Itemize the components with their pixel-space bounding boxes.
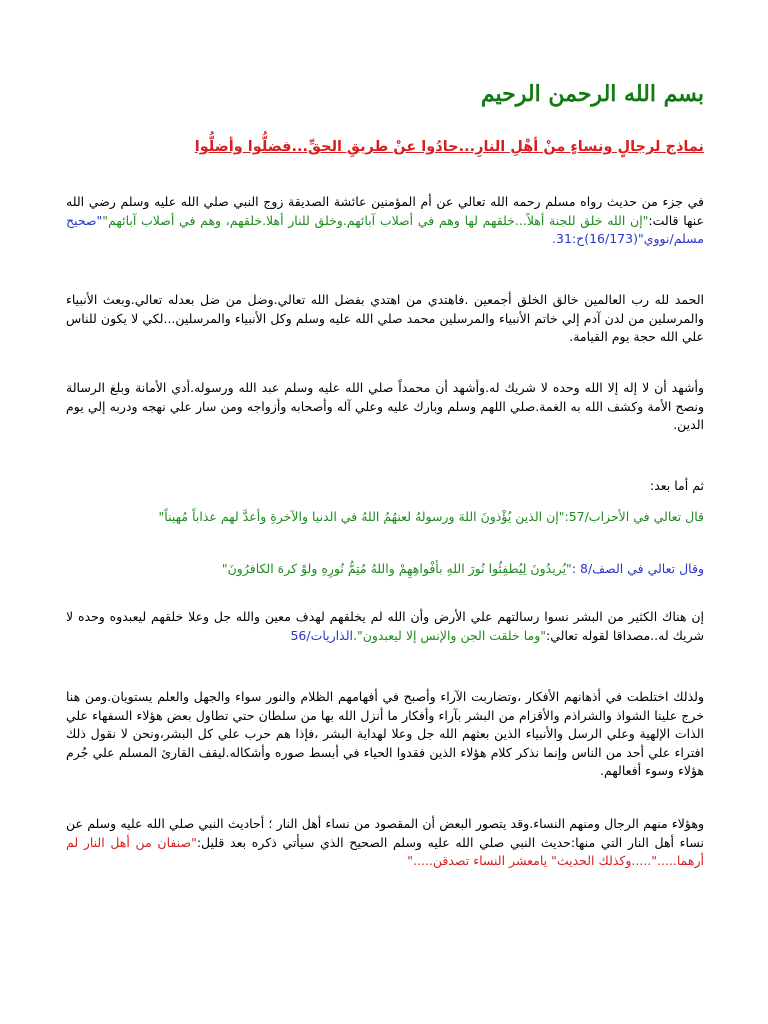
verse-dhariyat-ref: الذاريات/56 xyxy=(290,627,353,643)
paragraph-shahada: وأشهد أن لا إله إلا الله وحده لا شريك له.وأشهد أن محمداً صلي الله عليه وسلم عبد الله ورسوله.أدي الأمانة وبلغ الرسالة ونصح الأمة وكشف الله به الغمة.صلي اللهم وسلم وبارك عليه وعلي آله وأصحابه وأزواجه ومن سار علي نهجه ودربه إلي يوم الدين. xyxy=(66,380,704,432)
verse-ahzab: قال تعالي في الأحزاب/57:"إن الذين يُؤْذونَ اللهَ ورسولهُ لعنهُمُ اللهُ في الدنيا والآخرةِ وأعدَّ لهم عذاباً مُهيناً" xyxy=(158,509,704,524)
men-women-text: وهؤلاء منهم الرجال ومنهم النساء.وقد يتصور البعض أن المقصود من نساء أهل النار ؛ أحاديث النبي صلي الله عليه وسلم عن نساء أهل النار التي منها:حديث النبي صلي الله عليه وسلم الصحيح الذي سيأتي ذكره بعد قليل: xyxy=(66,816,704,850)
paragraph-amma-baad: ثم أما بعد: xyxy=(649,478,704,493)
hadith-two-groups-quote: "صنفان من أهل النار لم أرهما.....".....وكذلك الحديث" يامعشر النساء تصدقن....." xyxy=(66,834,704,868)
verse-saff-lead: وقال تعالي في الصف/8 : xyxy=(571,561,704,576)
hadith-reference: "صحيح مسلم/نووي"(16/173)ح:31. xyxy=(66,212,704,246)
verse-dhariyat-quote: "وما خلقت الجن والإنس إلا ليعبدون". xyxy=(352,627,547,643)
purpose-text: إن هناك الكثير من البشر نسوا رسالتهم علي الأرض وأن الله لم يخلقهم لهدف معين والله جل وعلا خلقهم ليعبدوه وحده لا شريك له..مصداقا لقوله تعالي: xyxy=(66,609,704,643)
verse-saff xyxy=(66,560,704,578)
paragraph-confusion: ولذلك اختلطت في أذهانهم الأفكار ،وتضاربت الآراء وأصبح في أفهامهم الظلام والنور سواء والجهل والعلم يستويان.ومن هنا خرج علينا الشواذ والشراذم والأقزام من البشر بآراء وأفكار ما أنزل الله بها من سلطان حتي تطاول بعض هؤلاء السفهاء علي الذات الإلهية وعلي الرسل والأنبياء الذين بعثهم الله جل وعلا لهداية البشر ،فإذا هم حرب علي كل البشر،ونحن لا نقول ذلك افتراء علي أحد من الناس وإنما نذكر كلام هؤلاء الذين فقدوا الحياء في أبسط صوره وأشكاله.ليقف القارئ المسلم علي جُرم هؤلاء وسوء أفعالهم. xyxy=(66,689,704,778)
paragraph-hadith-aisha xyxy=(66,193,704,249)
paragraph-praise: الحمد لله رب العالمين خالق الخلق أجمعين .فاهتدي من اهتدي بفضل الله تعالي.وضل من ضل بعدله تعالي.وبعث الأنبياء والمرسلين من لدن آدم إلي خاتم الأنبياء والمرسلين محمد صلي الله عليه وسلم وكل الأنبياء والمرسلين...لكي لا يكون للناس علي الله حجة يوم القيامة. xyxy=(66,292,704,344)
paragraph-purpose xyxy=(66,608,704,645)
page-title: بسم الله الرحمن الرحيم xyxy=(480,81,704,107)
hadith-intro-text: في جزء من حديث رواه مسلم رحمه الله تعالي عن أم المؤمنين عائشة الصديقة زوج النبي صلي الله عليه وسلم رضي الله عنها قالت: xyxy=(66,194,704,228)
hadith-quote: "إن الله خلق للجنة أهلاً...خلقهم لها وهم في أصلاب آبائهم.وخلق للنار أهلا.خلقهم، وهم في أصلاب آبائهم" xyxy=(102,212,649,228)
verse-saff-quote: "يُريدُونَ لِيُطفِئُوا نُورَ اللهِ بأفْواهِهِمْ واللهُ مُتِمُّ نُورِهِ ولوْ كرهَ الكافرُونَ" xyxy=(221,561,572,576)
page-subtitle: نماذج لرجالٍ ونساءٍ منْ أهْلِ النارِ...حادُوا عنْ طريقِ الحقِّ...فضلُّوا وأضلُّوا xyxy=(194,139,704,155)
paragraph-men-women xyxy=(66,815,704,871)
